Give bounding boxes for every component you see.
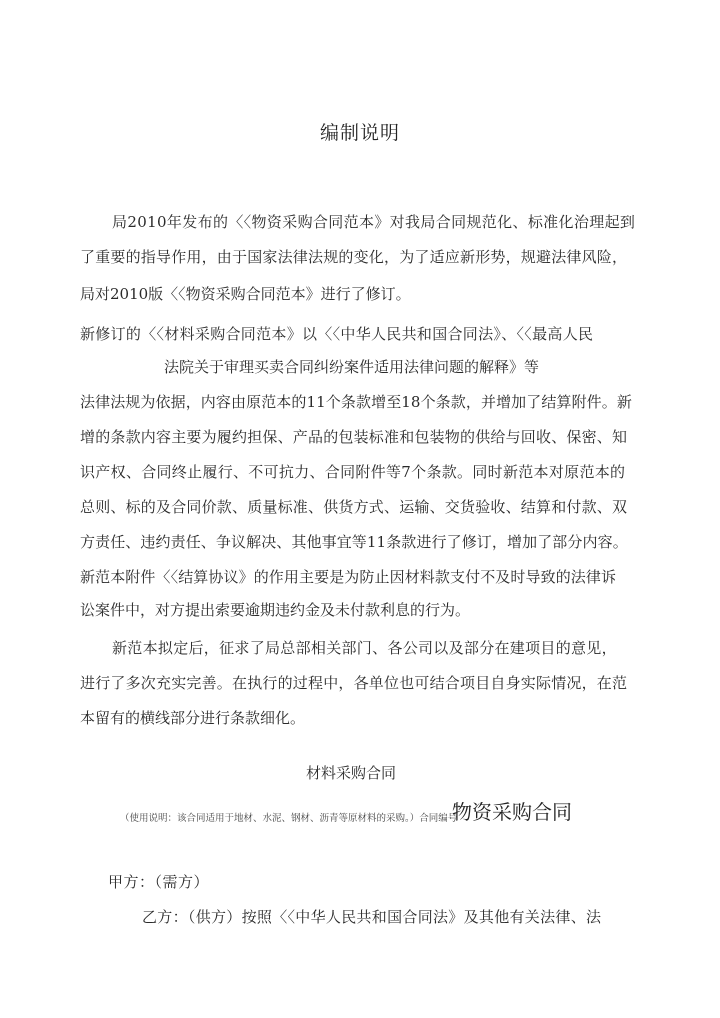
paragraph-2-line-9: 讼案件中，对方提出索要逾期违约金及未付款利息的行为。 — [80, 601, 471, 619]
paragraph-2-line-1: 新修订的〈〈材料采购合同范本》以〈〈中华人民共和国合同法》、〈〈最高人民 — [80, 325, 594, 343]
paragraph-3-line-3: 本留有的横线部分进行条款细化。 — [80, 709, 306, 727]
party-b: 乙方：（供方）按照〈〈中华人民共和国合同法》及其他有关法律、法 — [142, 908, 602, 926]
paragraph-2-line-3: 法律法规为依据，内容由原范本的11个条款增至18个条款，并增加了结算附件。新 — [80, 393, 632, 411]
paragraph-2-line-7: 方责任、违约责任、争议解决、其他事宜等11条款进行了修订，增加了部分内容。 — [80, 533, 628, 551]
paragraph-2-line-6: 总则、标的及合同价款、质量标准、供货方式、运输、交货验收、结算和付款、双 — [80, 498, 628, 516]
paragraph-2-line-4: 增的条款内容主要为履约担保、产品的包装标准和包装物的供给与回收、保密、知 — [80, 428, 628, 446]
paragraph-3-line-1: 新范本拟定后，征求了局总部相关部门、各公司以及部分在建项目的意见， — [112, 639, 617, 657]
usage-note: （使用说明：该合同适用于地材、水泥、钢材、沥青等原材料的采购。）合同编号 — [120, 813, 458, 824]
party-a: 甲方：（需方） — [108, 873, 210, 891]
page-title: 编制说明 — [319, 122, 400, 144]
paragraph-1-line-2: 了重要的指导作用，由于国家法律法规的变化，为了适应新形势，规避法律风险， — [80, 248, 628, 266]
paragraph-2-line-5: 识产权、合同终止履行、不可抗力、合同附件等7个条款。同时新范本对原范本的 — [80, 463, 626, 481]
paragraph-2-line-2: 法院关于审理买卖合同纠纷案件适用法律问题的解释》等 — [164, 358, 540, 376]
paragraph-1-line-3: 局对2010版〈〈物资采购合同范本》进行了修订。 — [80, 285, 411, 303]
paragraph-3-line-2: 进行了多次充实完善。在执行的过程中，各单位也可结合项目自身实际情况，在范 — [80, 674, 628, 692]
paragraph-1-line-1: 局2010年发布的〈〈物资采购合同范本》对我局合同规范化、标准化治理起到 — [112, 213, 636, 231]
paragraph-2-line-8: 新范本附件〈〈结算协议》的作用主要是为防止因材料款支付不及时导致的法律诉 — [80, 568, 617, 586]
contract-title: 材料采购合同 — [306, 764, 397, 782]
contract-big-title: 物资采购合同 — [452, 800, 572, 824]
